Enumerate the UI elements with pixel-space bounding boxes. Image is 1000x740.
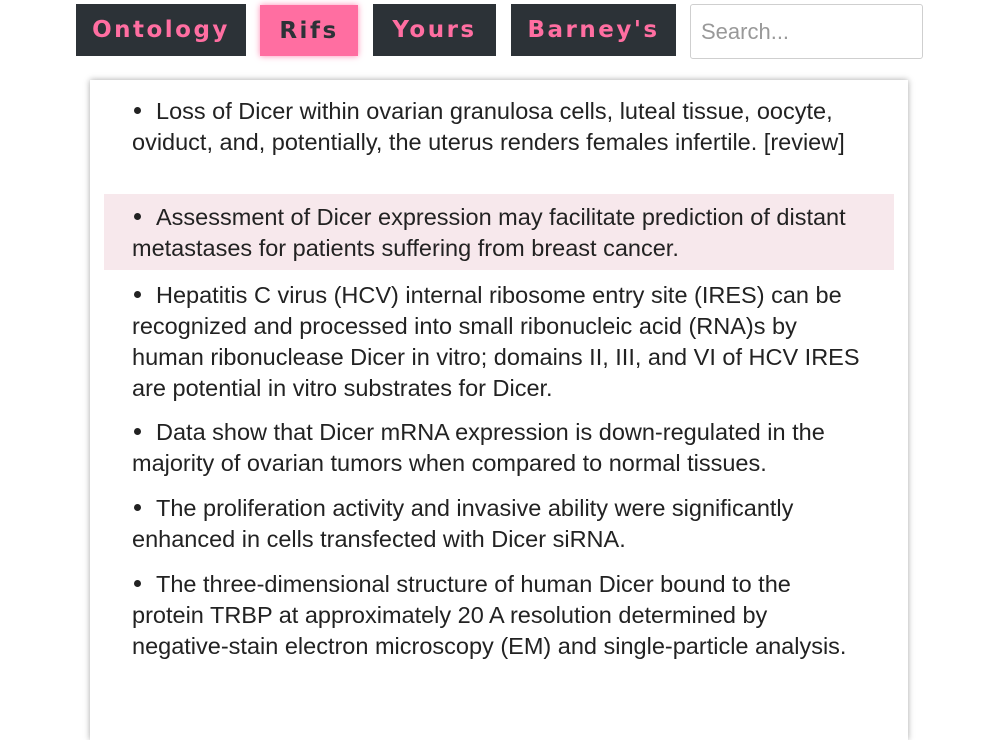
- rif-text: Assessment of Dicer expression may facilitate prediction of distant metastases for patients suffering from breast cancer.: [132, 204, 846, 261]
- rifs-panel: [90, 80, 908, 740]
- rif-text: The three-dimensional structure of human Dicer bound to the protein TRBP at approximately 20 A resolution determined by negative-stain electron microscopy (EM) and single-particle analysis.: [132, 571, 847, 659]
- tab-barneys[interactable]: Barney's: [511, 4, 676, 56]
- nav-tabs: [0, 4, 1000, 58]
- bullet-icon: [132, 569, 156, 600]
- tab-rifs[interactable]: Rifs: [260, 5, 358, 56]
- tab-ontology[interactable]: Ontology: [76, 4, 246, 56]
- tab-yours[interactable]: Yours: [373, 4, 496, 56]
- bullet-icon: [132, 417, 156, 448]
- list-item: [104, 194, 894, 270]
- search-input[interactable]: [690, 4, 923, 59]
- bullet-icon: [132, 493, 156, 524]
- rif-text: The proliferation activity and invasive ability were significantly enhanced in cells transfected with Dicer siRNA.: [132, 495, 794, 552]
- rif-text: Data show that Dicer mRNA expression is down-regulated in the majority of ovarian tumors when compared to normal tissues.: [132, 419, 825, 476]
- list-item: [104, 493, 894, 557]
- list-item: [104, 96, 894, 190]
- bullet-icon: [132, 96, 156, 127]
- list-item: [104, 280, 894, 406]
- bullet-icon: [132, 202, 156, 233]
- list-item: [104, 417, 894, 481]
- bullet-icon: [132, 280, 156, 311]
- rif-text: Loss of Dicer within ovarian granulosa cells, luteal tissue, oocyte, oviduct, and, potentially, the uterus renders females infertile. [review]: [132, 98, 845, 155]
- list-item: [104, 569, 894, 695]
- rif-text: Hepatitis C virus (HCV) internal ribosome entry site (IRES) can be recognized and processed into small ribonucleic acid (RNA)s by human ribonuclease Dicer in vitro; domains II, III, and VI of HCV IRES are potential in vitro substrates for Dicer.: [132, 282, 860, 401]
